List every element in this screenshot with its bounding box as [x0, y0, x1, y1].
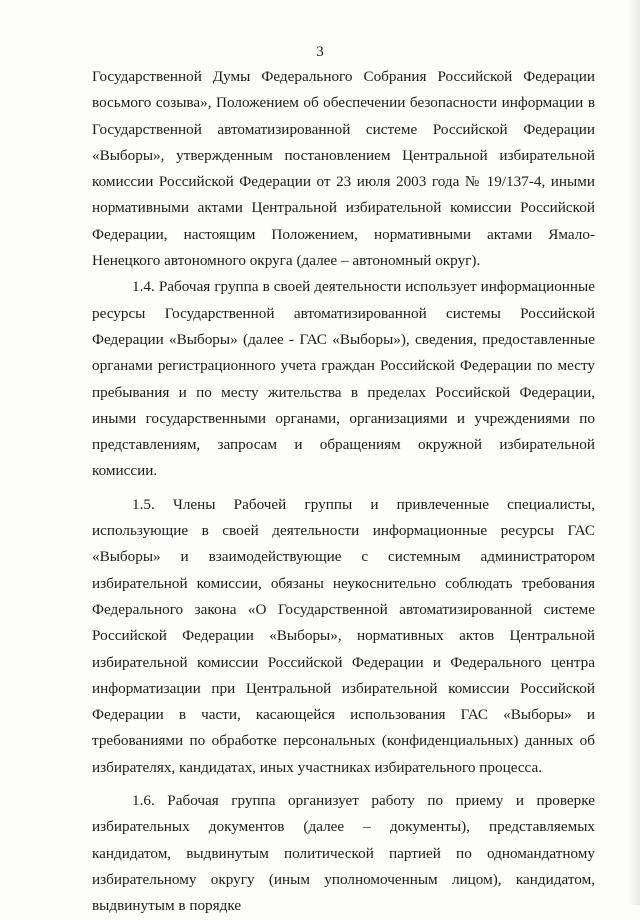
- paragraph-1-4: 1.4. Рабочая группа в своей деятельности использует информационные ресурсы Государственной автоматизированной системы Российской Федерации «Выборы» (далее - ГАС «Выборы»), сведения, предоставленные органами регистрационного учета граждан Российской Федерации по месту пребывания и по месту жительства в пределах Российской Федерации, иными государственными органами, организациями и учреждениями по представлениям, запросам и обращениям окружной избирательной комиссии.: [92, 278, 595, 480]
- paragraph-1-5: 1.5. Члены Рабочей группы и привлеченные специалисты, использующие в своей деятельности информационные ресурсы ГАС «Выборы» и взаимодействующие с системным администратором избирательной комиссии, обязаны неукоснительно соблюдать требования Федерального закона «О Государственной автоматизированной системе Российской Федерации «Выборы», нормативных актов Центральной избирательной комиссии Российской Федерации и Федерального центра информатизации при Центральной избирательной комиссии Российской Федерации в части, касающейся использования ГАС «Выборы» и требованиями по обработке персональных (конфиденциальных) данных об избирателях, кандидатах, иных участниках избирательного процесса.: [92, 495, 595, 776]
- scan-edge-shadow: [628, 0, 640, 905]
- paragraph-1-6: 1.6. Рабочая группа организует работу по приему и проверке избирательных документов (далее – документы), представляемых кандидатом, выдвинутым политической партией по одномандатному избирательному округу (иным уполномоченным лицом), кандидатом, выдвинутым в порядке: [92, 792, 595, 915]
- document-body: [92, 64, 595, 920]
- paragraph-1-continuation: Государственной Думы Федерального Собрания Российской Федерации восьмого созыва», Положением об обеспечении безопасности информации в Государственной автоматизированной системе Российской Федерации «Выборы», утвержденным постановлением Центральной избирательной комиссии Российской Федерации от 23 июля 2003 года № 19/137-4, иными нормативными актами Центральной избирательной комиссии Российской Федерации, настоящим Положением, нормативными актами Ямало-Ненецкого автономного округа (далее – автономный округ).: [92, 68, 595, 270]
- page-number: 3: [316, 44, 324, 60]
